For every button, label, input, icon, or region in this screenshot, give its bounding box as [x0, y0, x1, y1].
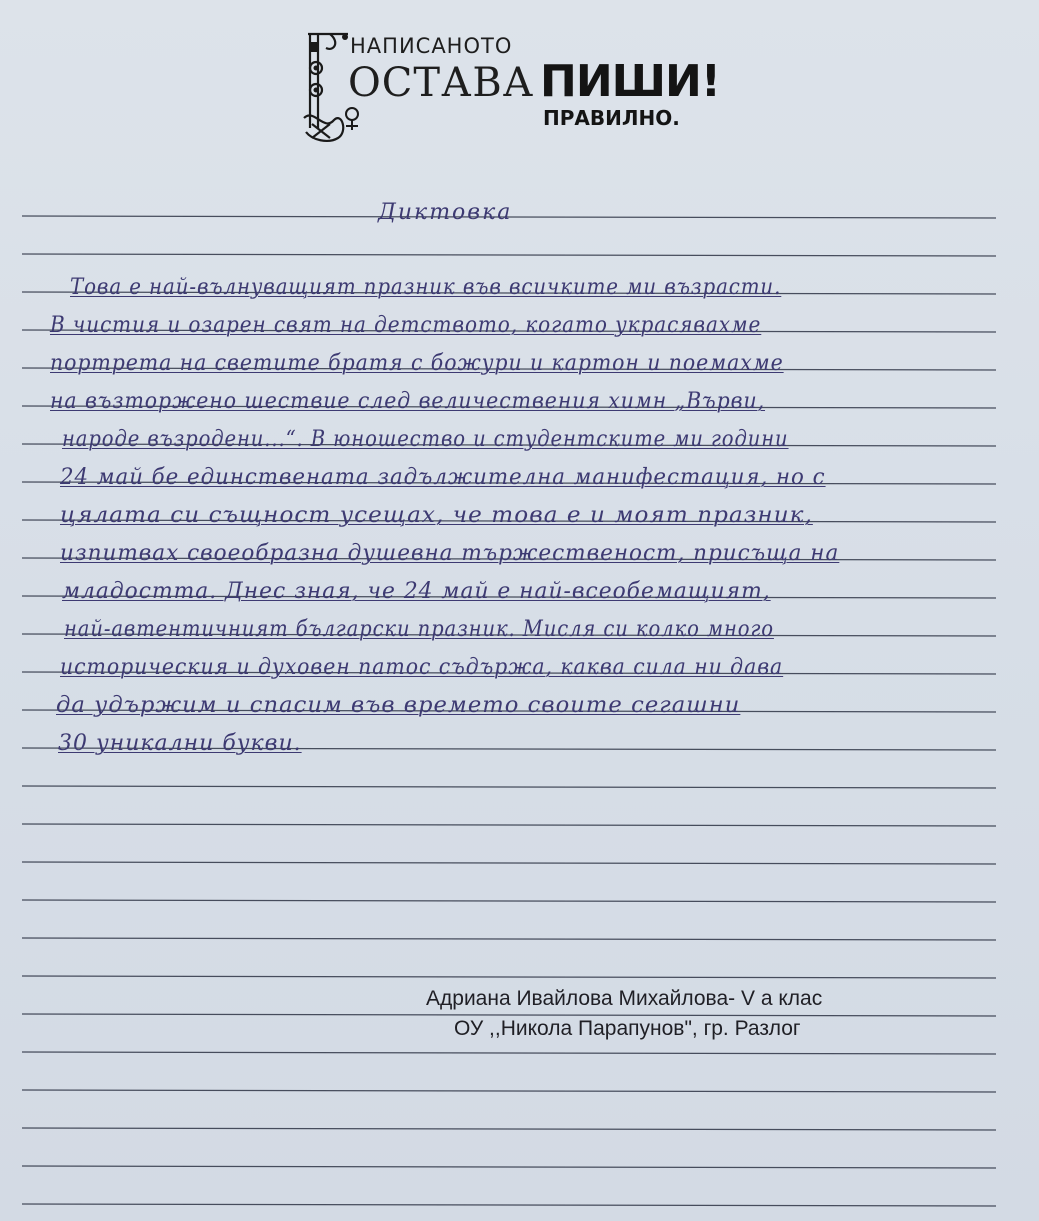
logo-line-napisanoto: НАПИСАНОТО: [350, 34, 513, 58]
logo-line-pishi: ПИШИ!: [540, 56, 720, 107]
handwritten-line: историческия и духовен патос съдържа, каква сила ни дава: [60, 655, 784, 680]
handwritten-line: 30 уникални букви.: [58, 731, 302, 756]
dictation-title: Диктовка: [378, 200, 513, 225]
handwritten-line: цялата си същност усещах, че това е и моят празник,: [60, 503, 813, 528]
handwritten-line: народе възродени...“. В юношество и студентските ми години: [62, 427, 789, 452]
handwritten-line: на възторжено шествие след величествения химн „Върви,: [50, 389, 766, 414]
handwritten-line: Това е най-вълнуващият празник във всичките ми възрасти.: [70, 275, 782, 300]
logo-line-ostava: ОСТАВА: [348, 60, 535, 106]
handwritten-line: изпитвах своеобразна душевна тържественост, присъща на: [60, 541, 840, 566]
campaign-logo: [300, 28, 740, 148]
handwritten-line: най-автентичният български празник. Мисля си колко много: [64, 617, 774, 642]
handwritten-line: портрета на светите братя с божури и картон и поемахме: [50, 351, 784, 376]
school-name: ОУ ,,Никола Парапунов", гр. Разлог: [454, 1017, 801, 1040]
student-name: Адриана Ивайлова Михайлова- V а клас: [426, 987, 823, 1010]
logo-line-pravilno: ПРАВИЛНО.: [543, 106, 680, 130]
handwritten-line: 24 май бе единствената задължителна манифестация, но с: [60, 465, 826, 490]
handwritten-line: да удържим и спасим във времето своите сегашни: [56, 693, 741, 718]
handwritten-line: В чистия и озарен свят на детството, когато украсявахме: [50, 313, 762, 338]
handwritten-line: младостта. Днес зная, че 24 май е най-всеобемащият,: [62, 579, 771, 604]
